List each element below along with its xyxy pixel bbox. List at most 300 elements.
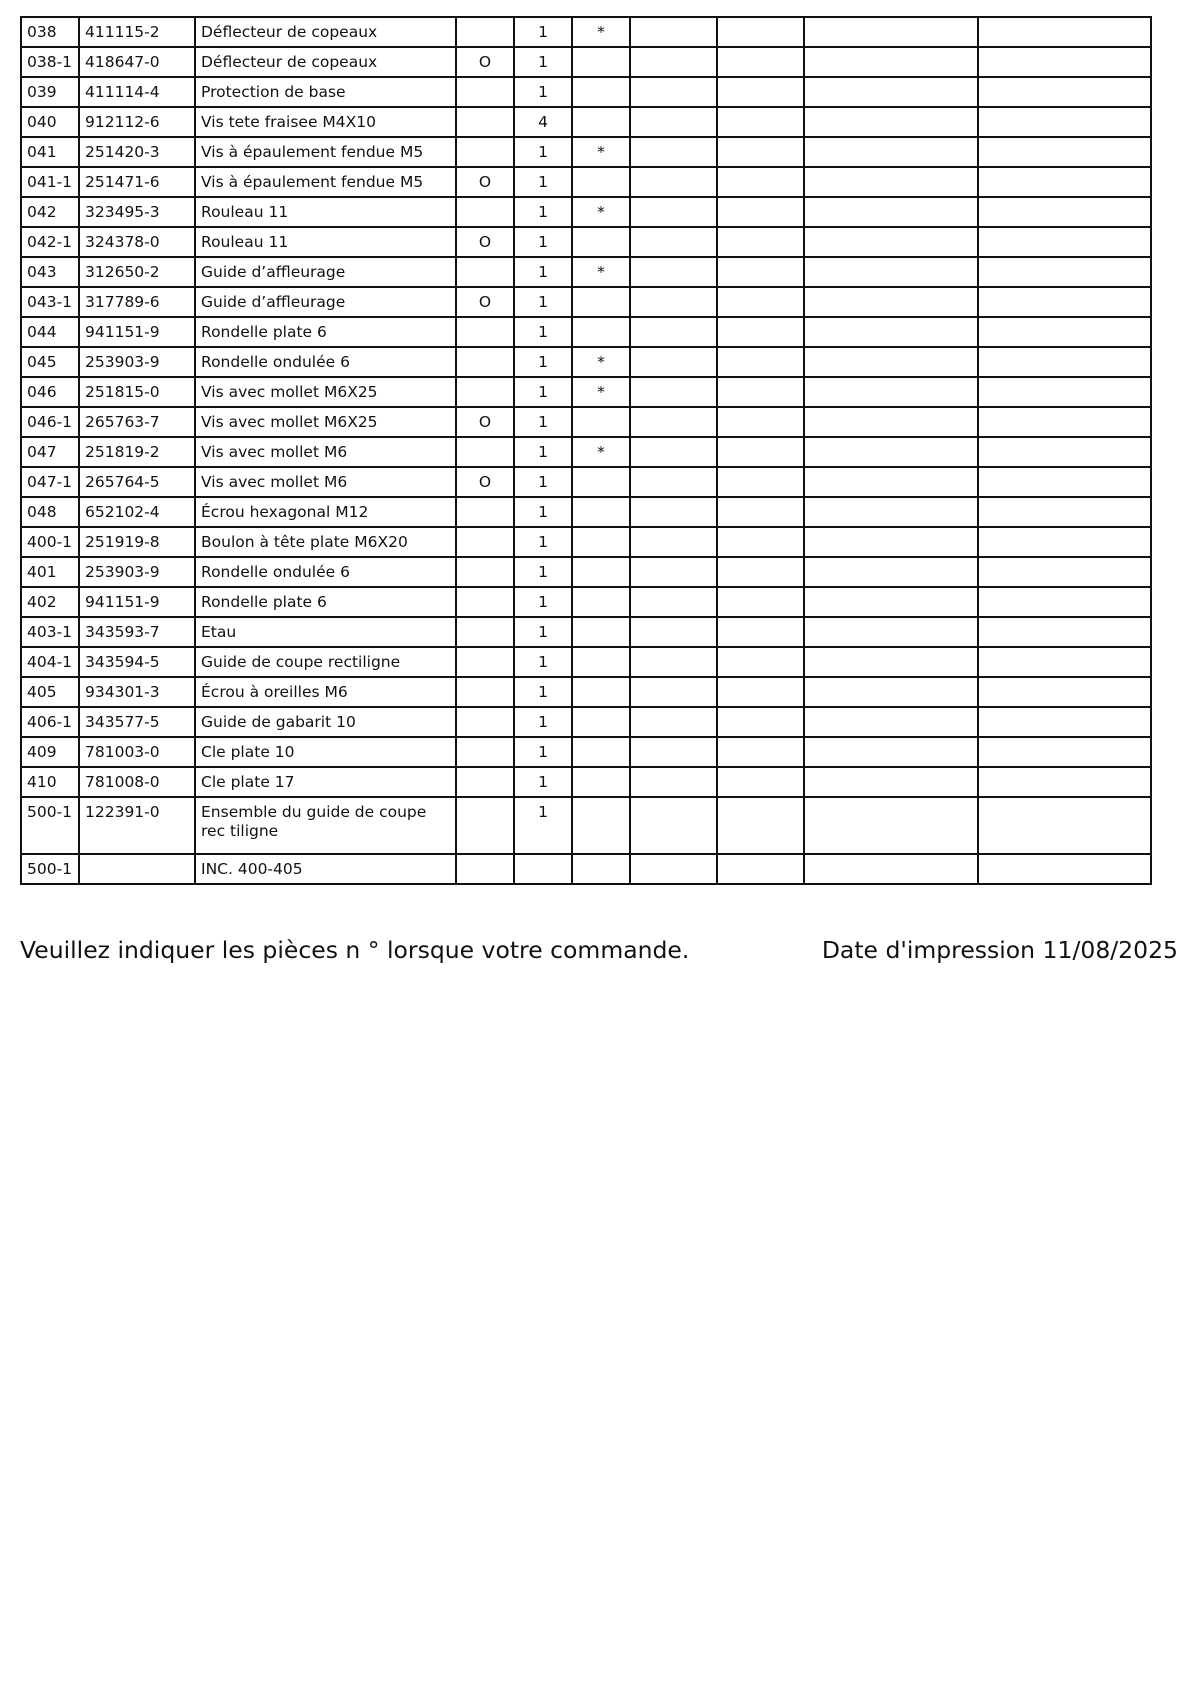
quantity-cell: 1 bbox=[514, 377, 572, 407]
empty-cell bbox=[804, 137, 978, 167]
empty-cell bbox=[717, 467, 804, 497]
table-row bbox=[21, 197, 1151, 227]
quantity-cell: 1 bbox=[514, 17, 572, 47]
description-cell: Boulon à tête plate M6X20 bbox=[195, 527, 456, 557]
table-row bbox=[21, 677, 1151, 707]
item-number-cell: 038-1 bbox=[21, 47, 79, 77]
item-number-cell: 410 bbox=[21, 767, 79, 797]
empty-cell bbox=[717, 854, 804, 884]
option-cell bbox=[456, 317, 514, 347]
empty-cell bbox=[717, 707, 804, 737]
empty-cell bbox=[717, 647, 804, 677]
description-cell: Cle plate 17 bbox=[195, 767, 456, 797]
empty-cell bbox=[978, 737, 1151, 767]
empty-cell bbox=[978, 137, 1151, 167]
table-row bbox=[21, 497, 1151, 527]
order-instruction-note: Veuillez indiquer les pièces n ° lorsque votre commande. bbox=[20, 936, 690, 964]
note-mark-cell bbox=[572, 407, 630, 437]
part-number-cell: 122391-0 bbox=[79, 797, 195, 854]
item-number-cell: 042-1 bbox=[21, 227, 79, 257]
empty-cell bbox=[717, 47, 804, 77]
table-row bbox=[21, 407, 1151, 437]
empty-cell bbox=[717, 347, 804, 377]
item-number-cell: 043-1 bbox=[21, 287, 79, 317]
option-cell bbox=[456, 347, 514, 377]
empty-cell bbox=[978, 497, 1151, 527]
quantity-cell: 1 bbox=[514, 797, 572, 854]
option-cell bbox=[456, 77, 514, 107]
empty-cell bbox=[978, 767, 1151, 797]
option-cell bbox=[456, 854, 514, 884]
empty-cell bbox=[978, 437, 1151, 467]
empty-cell bbox=[717, 497, 804, 527]
empty-cell bbox=[978, 47, 1151, 77]
empty-cell bbox=[978, 197, 1151, 227]
empty-cell bbox=[804, 677, 978, 707]
quantity-cell: 1 bbox=[514, 197, 572, 227]
part-number-cell bbox=[79, 854, 195, 884]
item-number-cell: 404-1 bbox=[21, 647, 79, 677]
note-mark-cell bbox=[572, 767, 630, 797]
part-number-cell: 253903-9 bbox=[79, 557, 195, 587]
empty-cell bbox=[630, 497, 717, 527]
description-cell: Écrou à oreilles M6 bbox=[195, 677, 456, 707]
empty-cell bbox=[717, 17, 804, 47]
empty-cell bbox=[630, 854, 717, 884]
description-cell: Guide d’affleurage bbox=[195, 257, 456, 287]
note-mark-cell bbox=[572, 797, 630, 854]
quantity-cell bbox=[514, 854, 572, 884]
empty-cell bbox=[717, 407, 804, 437]
empty-cell bbox=[978, 587, 1151, 617]
description-cell: Vis avec mollet M6X25 bbox=[195, 407, 456, 437]
part-number-cell: 941151-9 bbox=[79, 317, 195, 347]
table-row bbox=[21, 377, 1151, 407]
empty-cell bbox=[630, 647, 717, 677]
empty-cell bbox=[717, 377, 804, 407]
part-number-cell: 251471-6 bbox=[79, 167, 195, 197]
note-mark-cell bbox=[572, 77, 630, 107]
quantity-cell: 1 bbox=[514, 617, 572, 647]
table-row bbox=[21, 77, 1151, 107]
description-cell: Déflecteur de copeaux bbox=[195, 17, 456, 47]
part-number-cell: 251815-0 bbox=[79, 377, 195, 407]
quantity-cell: 1 bbox=[514, 347, 572, 377]
option-cell: O bbox=[456, 287, 514, 317]
empty-cell bbox=[630, 287, 717, 317]
empty-cell bbox=[717, 587, 804, 617]
part-number-cell: 781008-0 bbox=[79, 767, 195, 797]
item-number-cell: 048 bbox=[21, 497, 79, 527]
note-mark-cell bbox=[572, 707, 630, 737]
empty-cell bbox=[804, 47, 978, 77]
empty-cell bbox=[630, 407, 717, 437]
quantity-cell: 1 bbox=[514, 437, 572, 467]
empty-cell bbox=[978, 407, 1151, 437]
empty-cell bbox=[978, 377, 1151, 407]
note-mark-cell bbox=[572, 617, 630, 647]
empty-cell bbox=[804, 107, 978, 137]
part-number-cell: 251819-2 bbox=[79, 437, 195, 467]
table-row bbox=[21, 137, 1151, 167]
empty-cell bbox=[717, 287, 804, 317]
quantity-cell: 1 bbox=[514, 737, 572, 767]
item-number-cell: 500-1 bbox=[21, 854, 79, 884]
description-cell: Protection de base bbox=[195, 77, 456, 107]
empty-cell bbox=[804, 377, 978, 407]
part-number-cell: 781003-0 bbox=[79, 737, 195, 767]
empty-cell bbox=[630, 437, 717, 467]
option-cell bbox=[456, 497, 514, 527]
note-mark-cell bbox=[572, 677, 630, 707]
description-cell: Rondelle ondulée 6 bbox=[195, 347, 456, 377]
item-number-cell: 403-1 bbox=[21, 617, 79, 647]
item-number-cell: 405 bbox=[21, 677, 79, 707]
description-cell: Cle plate 10 bbox=[195, 737, 456, 767]
empty-cell bbox=[978, 527, 1151, 557]
option-cell: O bbox=[456, 407, 514, 437]
empty-cell bbox=[978, 854, 1151, 884]
empty-cell bbox=[804, 167, 978, 197]
empty-cell bbox=[630, 197, 717, 227]
part-number-cell: 411115-2 bbox=[79, 17, 195, 47]
note-mark-cell bbox=[572, 227, 630, 257]
quantity-cell: 1 bbox=[514, 767, 572, 797]
empty-cell bbox=[630, 317, 717, 347]
empty-cell bbox=[630, 767, 717, 797]
note-mark-cell bbox=[572, 167, 630, 197]
empty-cell bbox=[630, 707, 717, 737]
note-mark-cell bbox=[572, 107, 630, 137]
quantity-cell: 1 bbox=[514, 77, 572, 107]
empty-cell bbox=[630, 557, 717, 587]
quantity-cell: 1 bbox=[514, 497, 572, 527]
item-number-cell: 039 bbox=[21, 77, 79, 107]
option-cell bbox=[456, 617, 514, 647]
option-cell bbox=[456, 197, 514, 227]
option-cell bbox=[456, 557, 514, 587]
item-number-cell: 040 bbox=[21, 107, 79, 137]
item-number-cell: 046-1 bbox=[21, 407, 79, 437]
description-cell: INC. 400-405 bbox=[195, 854, 456, 884]
item-number-cell: 041-1 bbox=[21, 167, 79, 197]
empty-cell bbox=[717, 767, 804, 797]
empty-cell bbox=[804, 227, 978, 257]
quantity-cell: 1 bbox=[514, 707, 572, 737]
option-cell bbox=[456, 587, 514, 617]
quantity-cell: 1 bbox=[514, 167, 572, 197]
quantity-cell: 1 bbox=[514, 557, 572, 587]
empty-cell bbox=[978, 647, 1151, 677]
quantity-cell: 1 bbox=[514, 287, 572, 317]
empty-cell bbox=[804, 617, 978, 647]
note-mark-cell: * bbox=[572, 377, 630, 407]
part-number-cell: 934301-3 bbox=[79, 677, 195, 707]
item-number-cell: 038 bbox=[21, 17, 79, 47]
table-row bbox=[21, 47, 1151, 77]
empty-cell bbox=[978, 17, 1151, 47]
description-cell: Ensemble du guide de coupe rec tiligne bbox=[195, 797, 456, 854]
option-cell bbox=[456, 437, 514, 467]
table-row bbox=[21, 737, 1151, 767]
empty-cell bbox=[804, 854, 978, 884]
part-number-cell: 317789-6 bbox=[79, 287, 195, 317]
part-number-cell: 265764-5 bbox=[79, 467, 195, 497]
quantity-cell: 1 bbox=[514, 647, 572, 677]
empty-cell bbox=[630, 527, 717, 557]
description-cell: Etau bbox=[195, 617, 456, 647]
note-mark-cell bbox=[572, 467, 630, 497]
item-number-cell: 043 bbox=[21, 257, 79, 287]
empty-cell bbox=[978, 227, 1151, 257]
empty-cell bbox=[804, 17, 978, 47]
option-cell: O bbox=[456, 47, 514, 77]
empty-cell bbox=[630, 737, 717, 767]
item-number-cell: 400-1 bbox=[21, 527, 79, 557]
empty-cell bbox=[630, 17, 717, 47]
description-cell: Guide de coupe rectiligne bbox=[195, 647, 456, 677]
part-number-cell: 323495-3 bbox=[79, 197, 195, 227]
part-number-cell: 411114-4 bbox=[79, 77, 195, 107]
part-number-cell: 253903-9 bbox=[79, 347, 195, 377]
item-number-cell: 047-1 bbox=[21, 467, 79, 497]
item-number-cell: 047 bbox=[21, 437, 79, 467]
table-row bbox=[21, 167, 1151, 197]
table-row bbox=[21, 707, 1151, 737]
description-cell: Vis à épaulement fendue M5 bbox=[195, 167, 456, 197]
empty-cell bbox=[717, 77, 804, 107]
option-cell: O bbox=[456, 227, 514, 257]
empty-cell bbox=[804, 707, 978, 737]
quantity-cell: 1 bbox=[514, 227, 572, 257]
option-cell bbox=[456, 17, 514, 47]
quantity-cell: 1 bbox=[514, 527, 572, 557]
note-mark-cell bbox=[572, 587, 630, 617]
part-number-cell: 251919-8 bbox=[79, 527, 195, 557]
description-cell: Vis avec mollet M6 bbox=[195, 437, 456, 467]
empty-cell bbox=[804, 287, 978, 317]
empty-cell bbox=[717, 317, 804, 347]
item-number-cell: 401 bbox=[21, 557, 79, 587]
empty-cell bbox=[978, 167, 1151, 197]
empty-cell bbox=[630, 167, 717, 197]
empty-cell bbox=[630, 467, 717, 497]
table-row bbox=[21, 647, 1151, 677]
quantity-cell: 4 bbox=[514, 107, 572, 137]
empty-cell bbox=[804, 497, 978, 527]
table-row bbox=[21, 107, 1151, 137]
empty-cell bbox=[630, 257, 717, 287]
option-cell bbox=[456, 767, 514, 797]
part-number-cell: 941151-9 bbox=[79, 587, 195, 617]
empty-cell bbox=[804, 767, 978, 797]
empty-cell bbox=[630, 377, 717, 407]
table-row bbox=[21, 467, 1151, 497]
empty-cell bbox=[630, 77, 717, 107]
table-row bbox=[21, 767, 1151, 797]
empty-cell bbox=[804, 527, 978, 557]
option-cell bbox=[456, 257, 514, 287]
description-cell: Rondelle plate 6 bbox=[195, 317, 456, 347]
empty-cell bbox=[804, 197, 978, 227]
table-row bbox=[21, 527, 1151, 557]
empty-cell bbox=[804, 467, 978, 497]
table-row bbox=[21, 257, 1151, 287]
table-row bbox=[21, 797, 1151, 854]
empty-cell bbox=[978, 257, 1151, 287]
empty-cell bbox=[978, 107, 1151, 137]
empty-cell bbox=[804, 317, 978, 347]
parts-table bbox=[20, 16, 1152, 885]
empty-cell bbox=[804, 407, 978, 437]
empty-cell bbox=[804, 77, 978, 107]
note-mark-cell: * bbox=[572, 437, 630, 467]
part-number-cell: 312650-2 bbox=[79, 257, 195, 287]
note-mark-cell bbox=[572, 287, 630, 317]
note-mark-cell: * bbox=[572, 257, 630, 287]
item-number-cell: 045 bbox=[21, 347, 79, 377]
empty-cell bbox=[717, 107, 804, 137]
note-mark-cell: * bbox=[572, 347, 630, 377]
empty-cell bbox=[717, 557, 804, 587]
empty-cell bbox=[978, 287, 1151, 317]
option-cell bbox=[456, 377, 514, 407]
option-cell bbox=[456, 737, 514, 767]
empty-cell bbox=[630, 617, 717, 647]
empty-cell bbox=[804, 647, 978, 677]
description-cell: Déflecteur de copeaux bbox=[195, 47, 456, 77]
table-row bbox=[21, 557, 1151, 587]
empty-cell bbox=[978, 677, 1151, 707]
table-row bbox=[21, 437, 1151, 467]
note-mark-cell bbox=[572, 737, 630, 767]
description-cell: Guide de gabarit 10 bbox=[195, 707, 456, 737]
empty-cell bbox=[717, 677, 804, 707]
empty-cell bbox=[717, 437, 804, 467]
empty-cell bbox=[978, 77, 1151, 107]
empty-cell bbox=[978, 797, 1151, 854]
empty-cell bbox=[978, 617, 1151, 647]
note-mark-cell bbox=[572, 317, 630, 347]
item-number-cell: 044 bbox=[21, 317, 79, 347]
note-mark-cell bbox=[572, 527, 630, 557]
print-date: Date d'impression 11/08/2025 bbox=[821, 936, 1178, 964]
item-number-cell: 042 bbox=[21, 197, 79, 227]
empty-cell bbox=[804, 347, 978, 377]
quantity-cell: 1 bbox=[514, 407, 572, 437]
note-mark-cell bbox=[572, 557, 630, 587]
empty-cell bbox=[717, 137, 804, 167]
description-cell: Vis avec mollet M6X25 bbox=[195, 377, 456, 407]
option-cell: O bbox=[456, 467, 514, 497]
quantity-cell: 1 bbox=[514, 47, 572, 77]
option-cell bbox=[456, 797, 514, 854]
empty-cell bbox=[978, 707, 1151, 737]
empty-cell bbox=[804, 257, 978, 287]
empty-cell bbox=[804, 737, 978, 767]
note-mark-cell: * bbox=[572, 137, 630, 167]
description-cell: Rouleau 11 bbox=[195, 197, 456, 227]
part-number-cell: 343593-7 bbox=[79, 617, 195, 647]
empty-cell bbox=[630, 347, 717, 377]
empty-cell bbox=[630, 107, 717, 137]
part-number-cell: 418647-0 bbox=[79, 47, 195, 77]
empty-cell bbox=[630, 797, 717, 854]
table-row bbox=[21, 317, 1151, 347]
quantity-cell: 1 bbox=[514, 587, 572, 617]
description-cell: Vis tete fraisee M4X10 bbox=[195, 107, 456, 137]
item-number-cell: 041 bbox=[21, 137, 79, 167]
part-number-cell: 912112-6 bbox=[79, 107, 195, 137]
option-cell bbox=[456, 107, 514, 137]
item-number-cell: 406-1 bbox=[21, 707, 79, 737]
empty-cell bbox=[978, 347, 1151, 377]
option-cell bbox=[456, 647, 514, 677]
table-row bbox=[21, 287, 1151, 317]
table-row bbox=[21, 17, 1151, 47]
description-cell: Rouleau 11 bbox=[195, 227, 456, 257]
empty-cell bbox=[630, 227, 717, 257]
empty-cell bbox=[978, 557, 1151, 587]
part-number-cell: 251420-3 bbox=[79, 137, 195, 167]
empty-cell bbox=[630, 677, 717, 707]
empty-cell bbox=[717, 227, 804, 257]
empty-cell bbox=[804, 797, 978, 854]
part-number-cell: 652102-4 bbox=[79, 497, 195, 527]
option-cell: O bbox=[456, 167, 514, 197]
note-mark-cell: * bbox=[572, 17, 630, 47]
table-row bbox=[21, 347, 1151, 377]
empty-cell bbox=[717, 797, 804, 854]
empty-cell bbox=[717, 257, 804, 287]
quantity-cell: 1 bbox=[514, 467, 572, 497]
empty-cell bbox=[630, 47, 717, 77]
description-cell: Guide d’affleurage bbox=[195, 287, 456, 317]
description-cell: Rondelle plate 6 bbox=[195, 587, 456, 617]
description-cell: Écrou hexagonal M12 bbox=[195, 497, 456, 527]
note-mark-cell bbox=[572, 47, 630, 77]
empty-cell bbox=[717, 167, 804, 197]
item-number-cell: 046 bbox=[21, 377, 79, 407]
quantity-cell: 1 bbox=[514, 257, 572, 287]
option-cell bbox=[456, 137, 514, 167]
item-number-cell: 402 bbox=[21, 587, 79, 617]
table-row bbox=[21, 854, 1151, 884]
note-mark-cell: * bbox=[572, 197, 630, 227]
note-mark-cell bbox=[572, 647, 630, 677]
empty-cell bbox=[978, 467, 1151, 497]
empty-cell bbox=[717, 527, 804, 557]
table-row bbox=[21, 617, 1151, 647]
parts-table-body bbox=[21, 17, 1151, 884]
item-number-cell: 500-1 bbox=[21, 797, 79, 854]
empty-cell bbox=[804, 437, 978, 467]
note-mark-cell bbox=[572, 854, 630, 884]
option-cell bbox=[456, 707, 514, 737]
part-number-cell: 343594-5 bbox=[79, 647, 195, 677]
quantity-cell: 1 bbox=[514, 677, 572, 707]
empty-cell bbox=[717, 617, 804, 647]
quantity-cell: 1 bbox=[514, 317, 572, 347]
item-number-cell: 409 bbox=[21, 737, 79, 767]
empty-cell bbox=[630, 137, 717, 167]
option-cell bbox=[456, 677, 514, 707]
option-cell bbox=[456, 527, 514, 557]
empty-cell bbox=[630, 587, 717, 617]
note-mark-cell bbox=[572, 497, 630, 527]
part-number-cell: 265763-7 bbox=[79, 407, 195, 437]
empty-cell bbox=[717, 737, 804, 767]
